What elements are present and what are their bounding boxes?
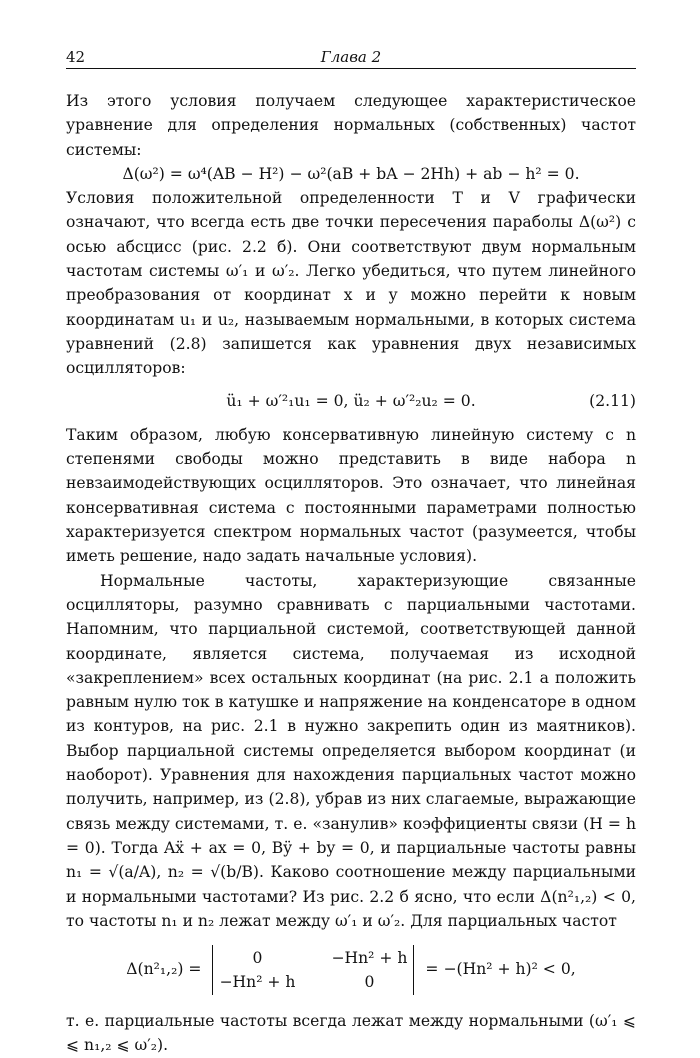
equation-normal-oscillators-body: ü₁ + ω′²₁u₁ = 0, ü₂ + ω′²₂u₂ = 0. [226,391,476,410]
equation-characteristic: Δ(ω²) = ω⁴(AB − H²) − ω²(aB + bA − 2Hh) + ab − h² = 0. [122,164,580,183]
determinant-cell: 0 [364,973,375,992]
running-header [66,46,636,69]
determinant-lhs: Δ(n²₁,₂) = [126,960,202,979]
page-body [66,89,636,1058]
paragraph-conclusion: т. е. парциальные частоты всегда лежат между нормальными (ω′₁ ⩽ ⩽ n₁,₂ ⩽ ω′₂). [66,1012,636,1055]
paragraph-conservative: Таким образом, любую консервативную линейную систему с n степенями свободы можно представить в виде набора n невзаимодействующих осцилляторов. Это означает, что линейная консервативная система с постоянными параметрами полностью характеризуется спектром нормальных частот (разумеется, чтобы иметь решение, надо задать начальные условия). [66,425,636,566]
equation-normal-oscillators [66,389,636,413]
paragraph-definiteness: Условия положительной определенности T и V графически означают, что всегда есть две точки пересечения параболы Δ(ω²) с осью абсцисс (рис. 2.2 б). Они соответствуют двум нормальным частотам системы ω′₁ и ω′₂. Легко убедиться, что путем линейного преобразования от координат x и y можно перейти к новым координатам u₁ и u₂, называемым нормальными, в которых система уравнений (2.8) запишется как уравнения двух независимых осцилляторов: [66,189,636,378]
determinant-matrix [212,945,414,995]
equation-number: (2.11) [589,391,636,410]
determinant-cell: −Hn² + h [219,973,296,992]
paragraph-intro: Из этого условия получаем следующее характеристическое уравнение для определения нормальных (собственных) частот системы: [66,92,636,159]
determinant-rhs: = −(Hn² + h)² < 0, [425,960,576,979]
determinant-cell: 0 [252,949,263,968]
page-number: 42 [66,48,86,66]
equation-determinant [66,945,636,995]
chapter-title: Глава 2 [320,48,382,66]
determinant-cell: −Hn² + h [331,949,408,968]
paragraph-partial-frequencies: Нормальные частоты, характеризующие связанные осцилляторы, разумно сравнивать с парциальными частотами. Напомним, что парциальной системой, соответствующей данной координате, является система, получаемая из исходной «закреплением» всех остальных координат (на рис. 2.1 а положить равным нулю ток в катушке и напряжение на конденсаторе в одном из контуров, на рис. 2.1 в нужно закрепить один из маятников). Выбор парциальной системы определяется выбором координат (и наоборот). Уравнения для нахождения парциальных частот можно получить, например, из (2.8), убрав из них слагаемые, выражающие связь между системами, т. е. «занулив» коэффициенты связи (H = h = 0). Тогда Aẍ + ax = 0, Bÿ + by = 0, и парциальные частоты равны n₁ = √(a/A), n₂ = √(b/B). Каково соотношение между парциальными и нормальными частотами? Из рис. 2.2 б ясно, что если Δ(n²₁,₂) < 0, то частоты n₁ и n₂ лежат между ω′₁ и ω′₂. Для парциальных частот [66,571,636,930]
